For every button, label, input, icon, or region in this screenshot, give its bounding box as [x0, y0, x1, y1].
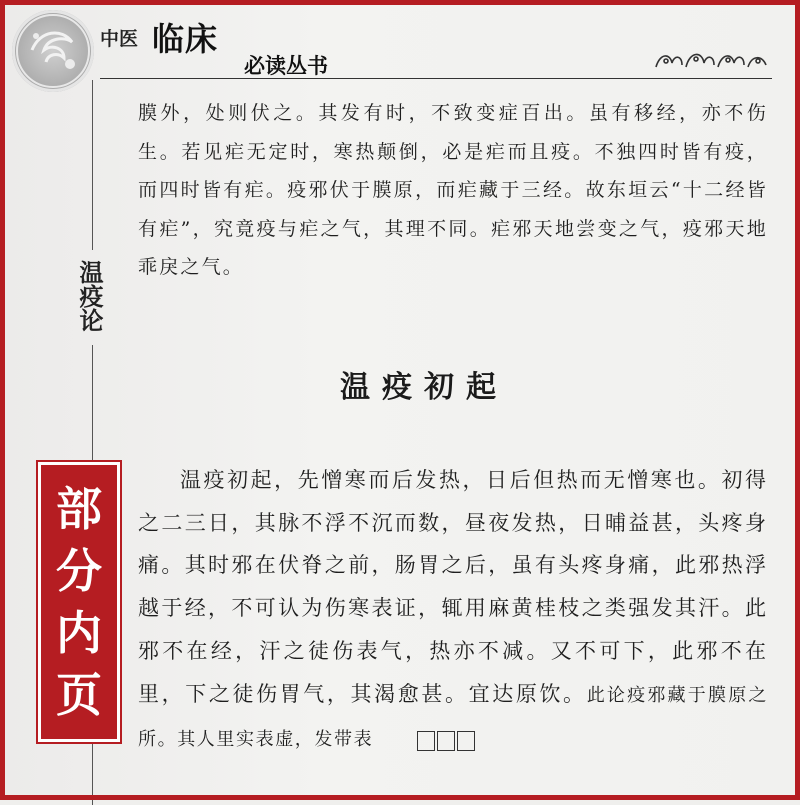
- label-char: 页: [56, 668, 102, 722]
- series-subtitle: 必读丛书: [244, 54, 328, 78]
- paragraph-note-text: 此论疫邪藏于膜原之所。其人里实表虚，发带表: [138, 684, 769, 751]
- header-rule: [100, 78, 772, 79]
- section-heading: 温疫初起: [340, 370, 508, 405]
- floral-roundel-icon: [12, 10, 94, 92]
- label-char: 内: [56, 606, 102, 660]
- series-title: 临床: [152, 20, 219, 58]
- cloud-pattern-icon: [652, 45, 770, 75]
- side-book-title: 温疫论: [75, 260, 103, 332]
- paragraph: 膜外，处则伏之。其发有时，不致变症百出。虽有移经，亦不伤生。若见疟无定时，寒热颠倒，必是疟而且疫。不独四时皆有疫，而四时皆有疟。疫邪伏于膜原，而疟藏于三经。故东垣云“十二经皆有疟”，究竟疫与疟之气，其理不同。疟邪天地尝变之气，疫邪天地乖戾之气。: [138, 102, 768, 278]
- top-text-block: [138, 94, 768, 287]
- label-char: 分: [56, 544, 102, 598]
- series-prefix: 中医: [100, 28, 139, 50]
- partial-content-label: [38, 462, 120, 742]
- missing-glyph-boxes: [373, 718, 475, 761]
- margin-rule-top: [92, 80, 93, 250]
- label-char: 部: [56, 482, 102, 536]
- bottom-text-block: [138, 459, 768, 762]
- paragraph: [138, 459, 768, 762]
- paragraph-main-text: 温疫初起，先憎寒而后发热，日后但热而无憎寒也。初得之二三日，其脉不浮不沉而数，昼夜发热，日晡益甚，头疼身痛。其时邪在伏脊之前，肠胃之后，虽有头疼身痛，此邪热浮越于经，不可认为伤寒表证，辄用麻黄桂枝之类强发其汗。此邪不在经，汗之徒伤表气，热亦不减。又不可下，此邪不在里，下之徒伤胃气，其渴愈甚。宜达原饮。: [138, 468, 768, 706]
